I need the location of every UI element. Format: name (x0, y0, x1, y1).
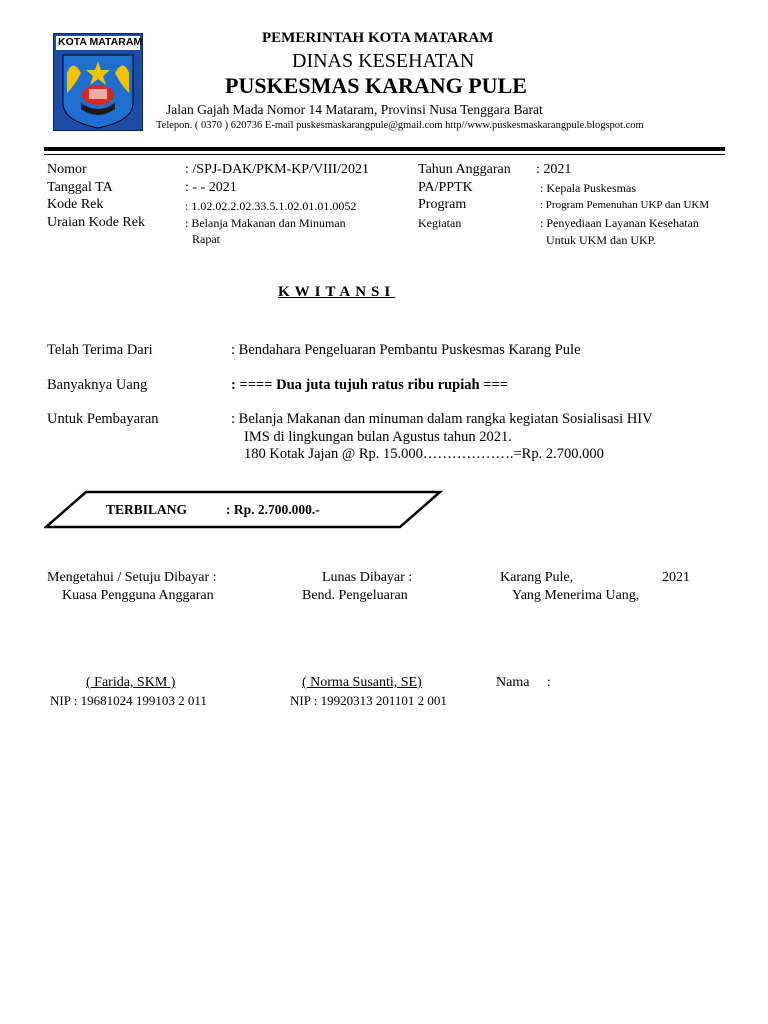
pa-label: PA/PPTK (418, 180, 473, 195)
sig3-year: 2021 (662, 570, 690, 585)
sig1-name-text: ( Farida, SKM ) (86, 675, 176, 690)
government-name: PEMERINTAH KOTA MATARAM (262, 30, 494, 46)
bayar-line-3: 180 Kotak Jajan @ Rp. 15.000……………….=Rp. 2.700.000 (244, 446, 604, 462)
sig1-role: Kuasa Pengguna Anggaran (62, 588, 214, 603)
tanggal-label: Tanggal TA (47, 180, 113, 195)
sig1-name (86, 675, 175, 691)
sig2-name: ( Norma Susanti, SE) (302, 675, 422, 690)
nomor-label: Nomor (47, 162, 87, 177)
tahun-value: : 2021 (536, 162, 572, 177)
sig2-nip: NIP : 19920313 201101 2 001 (290, 693, 447, 708)
koderek-label: Kode Rek (47, 197, 104, 212)
kegiatan-value-2: Untuk UKM dan UKP. (546, 233, 657, 247)
koderek-value: : 1.02.02.2.02.33.5.1.02.01.01.0052 (185, 199, 357, 213)
sig3-role: Yang Menerima Uang, (512, 588, 640, 603)
sig2-role: Bend. Pengeluaran (302, 588, 408, 603)
kegiatan-label: Kegiatan (418, 216, 462, 230)
sig3-place: Karang Pule, (500, 570, 574, 585)
kota-mataram-logo (53, 33, 143, 131)
bayar-label: Untuk Pembayaran (47, 411, 159, 427)
uraian-value-2: Rapat (192, 232, 220, 246)
header-rule-thick (44, 147, 725, 151)
program-value: : Program Pemenuhan UKP dan UKM (540, 199, 710, 211)
sig2-heading: Lunas Dibayar : (322, 570, 413, 585)
bayar-line-1: : Belanja Makanan dan minuman dalam rangka kegiatan Sosialisasi HIV (231, 411, 653, 427)
uang-label: Banyaknya Uang (47, 377, 148, 393)
logo-text: KOTA MATARAM (58, 36, 143, 48)
dari-label: Telah Terima Dari (47, 342, 153, 358)
tanggal-value: : - - 2021 (185, 180, 237, 195)
terbilang-value: : Rp. 2.700.000.- (226, 502, 320, 517)
header-rule-thin (44, 154, 725, 155)
department-name: DINAS KESEHATAN (292, 50, 475, 72)
kegiatan-value-1: : Penyediaan Layanan Kesehatan (540, 216, 699, 230)
uang-value: : ==== Dua juta tujuh ratus ribu rupiah === (231, 377, 508, 393)
program-label: Program (418, 197, 467, 212)
uraian-value-1: : Belanja Makanan dan Minuman (185, 216, 346, 230)
uraian-label: Uraian Kode Rek (47, 215, 145, 230)
contact-info: Telepon. ( 0370 ) 620736 E-mail puskesmaskarangpule@gmail.com http//www.puskesmaskarangpule.blogspot.com (156, 120, 644, 131)
sig1-nip: NIP : 19681024 199103 2 011 (50, 693, 207, 708)
sig3-name: Nama : (496, 675, 551, 690)
institution-name: PUSKESMAS KARANG PULE (225, 73, 527, 98)
sig1-heading: Mengetahui / Setuju Dibayar : (47, 570, 217, 585)
tahun-label: Tahun Anggaran (418, 162, 511, 177)
pa-value: : Kepala Puskesmas (540, 181, 636, 195)
terbilang-label: TERBILANG (106, 502, 188, 517)
dari-value: : Bendahara Pengeluaran Pembantu Puskesmas Karang Pule (231, 342, 581, 358)
document-title: KWITANSI (278, 284, 396, 300)
nomor-value: : /SPJ-DAK/PKM-KP/VIII/2021 (185, 162, 369, 177)
address: Jalan Gajah Mada Nomor 14 Mataram, Provinsi Nusa Tenggara Barat (166, 102, 543, 117)
bayar-line-2: IMS di lingkungan bulan Agustus tahun 2021. (244, 429, 512, 445)
